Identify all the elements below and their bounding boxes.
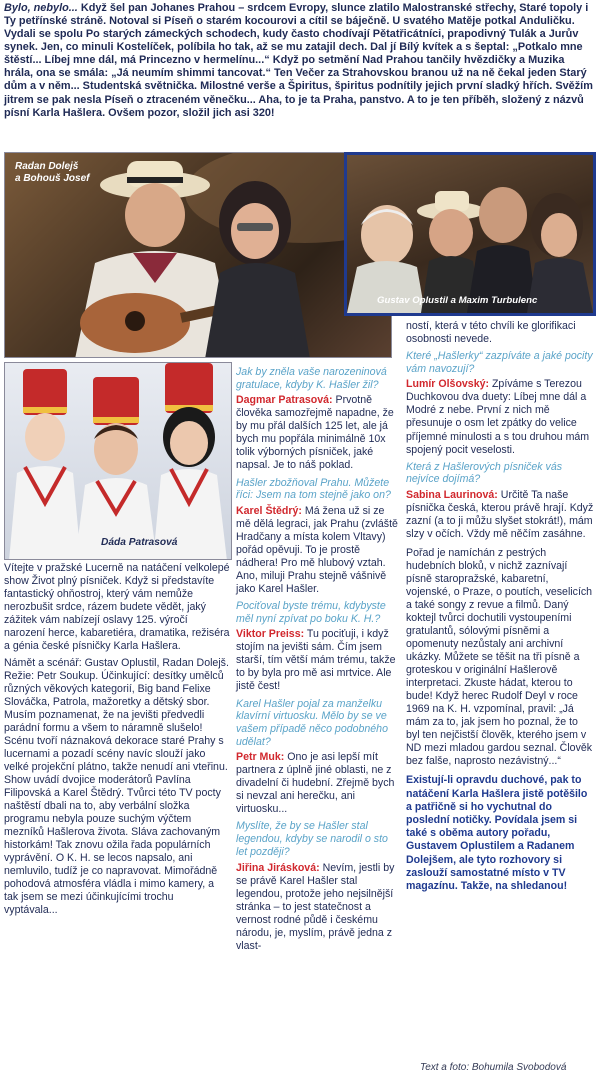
answer-4-text: Ono je asi lepší mít partnera z úplně jiné oblasti, ne z divadelní či hudební. Zřejmě bych si nevzal ani herečku, ani virtuosku... bbox=[236, 751, 395, 816]
answer-7-text: Určitě Ta naše písnička česká, kterou právě hrají. Když zazní (a to ji můžu slyšet stokrát!), mám slzy v očích. Vždy mě něčím zasáhne. bbox=[406, 488, 594, 540]
photo-dolejs-josef bbox=[4, 152, 392, 358]
photo-caption-dolejs bbox=[15, 161, 89, 184]
question-6: Které „Hašlerky“ zazpíváte a jaké pocity vám navozují? bbox=[406, 350, 593, 375]
intro-text: Když šel pan Johanes Prahou – srdcem Evropy, slunce zlatilo Malostranské střechy, Staré topoly i Ty petřínské stráně. Notoval si Píseň o starém kocourovi a cítil se báječně. U svatého Matěje potkal Anduličku. Vydali se spolu Po starých zámeckých schodech, kudy často chodívají Pětatřicátníci, prapodivný Tulák a Jurův synek. Jen, co minuli Kostelíček, políbila ho tak, až se mu zatajil dech. Dal jí Bílý kvítek a s šeptal: „Potkalo mne štěstí... Líbej mne dál, má Princezno v hermelínu...“ Když po setmění Nad Prahou tančily hvězdičky a Muzika hrála, ona se smála: „Já neumím shimmi tancovat.“ Ten Večer za Strahovskou branou už na ně čekal jeden Starý dům a v něm... Studentská světnička. Milostné verše a Špiritus, špiritus podnítily jejich první sladký hřích. Svěžím jitrem se pak nesla Píseň o ztraceném věnečku... Aha, to je ta Praha, panstvo. A to je ten příběh, složený z názvů písní Karla Hašlera. Ovšem pozor, složil jich asi 320! bbox=[4, 2, 593, 119]
photo-patrasova bbox=[4, 362, 232, 560]
final-paragraph: Pořad je namíchán z pestrých hudebních bloků, v nichž zaznívají písně staropražské, kabaretní, vojenské, o Praze, o poutích, veselicích a také songy z revue a filmů. Daný koktejl tvůrci dochutili vystoupeními gratulantů, sólovými písněmi a opomenuty nezůstaly ani archivní ukázky. Můžete se těšit na tři písně a groteskou v originální Hašlerově interpretaci. Zkuste hádat, kterou to bude! Když herec Rudolf Deyl v roce 1969 na K. H. vzpomínal, pravil: „Já mám za to, jak jsem ho poznal, že to byl ten nejčistší člověk, kterého jsem v ND mezi mladou gardou seznal. Člověk bez falše, naprosto nezávistný...“ bbox=[406, 547, 593, 768]
caption-line-1: Radan Dolejš bbox=[15, 161, 79, 172]
speaker-muk: Petr Muk: bbox=[236, 751, 285, 764]
answer-2 bbox=[236, 505, 400, 596]
left-paragraph-2: Námět a scénář: Gustav Oplustil, Radan Dolejš. Režie: Petr Soukup. Účinkující: desítky umělců různých věkových kategorií, Big band Felixe Slováčka, Patrola, mažoretky a dětský sbor. Musím poznamenat, že na jevišti předvedli parádní formu a všem to náramně slušelo! Scénu tvoří náznaková dekorace staré Prahy s lucernami a pozadí scény navíc slouží jako velké projekční plátno, takže nenudí ani vteřinu. Show uvádí dvojice moderátorů Pavlína Filipovská a Karel Štědrý. Tvůrci této TV pocty naštěstí dbali na to, aby verbální složka programu nebyla pouze suchým výčtem mezníků Hašlerova života. Sláva zachovaným historkám! Tak znovu ožila řada populárních vyprávění. O K. H. se lecos napsalo, ani nemluvilo, tudíž je co napravovat. Mimořádně pohodová atmosféra vládla i mimo kamery, a tak jsem se mezi účinkujícími trochu vyptávala... bbox=[4, 657, 229, 917]
speaker-olsovsky: Lumír Olšovský: bbox=[406, 378, 490, 391]
question-5: Myslíte, že by se Hašler stal legendou, kdyby se narodil o sto let později? bbox=[236, 820, 388, 858]
answer-6-text: Zpíváme s Terezou Duchkovou dva duety: Líbej mne dál a Modré z nebe. První z nich mě přesunuje o osm let zpátky do velice příjemné minulosti a s tou druhou mám spojený pocit veselosti. bbox=[406, 378, 590, 456]
photo-patrasova-illustration bbox=[5, 363, 232, 560]
answer-7 bbox=[406, 489, 594, 541]
left-column bbox=[4, 562, 230, 1082]
right-column bbox=[406, 320, 594, 1060]
speaker-stedry: Karel Štědrý: bbox=[236, 504, 302, 517]
speaker-jiraskova: Jiřina Jirásková: bbox=[236, 861, 320, 874]
closing-paragraph: Existují-li opravdu duchové, pak to natáčení Karla Hašlera jistě potěšilo a patřičně si ho vychutnal do poslední notičky. Povídala jsem si také s oběma autory pořadu, Gustavem Oplustilem a Radanem Dolejšem, ale tyto rozhovory si zaslouží samostatné místo v TV magazínu. Takže, na shledanou! bbox=[406, 774, 588, 893]
question-3: Pociťoval byste trému, kdybyste měl nyní zpívat po boku K. H.? bbox=[236, 600, 386, 625]
answer-1-text: Prvotně člověka samozřejmě napadne, že by mu přál dalších 125 let, ale já bych mu popřála minimálně 10x tolik výborných písniček, jaké napsal. Je to náš poklad. bbox=[236, 394, 394, 472]
photo-caption-oplustil: Gustav Oplustil a Maxim Turbulenc bbox=[377, 295, 538, 306]
answer-6 bbox=[406, 378, 594, 456]
continuation-text: ností, která v této chvíli ke glorifikaci osobnosti nevede. bbox=[406, 320, 576, 346]
question-2: Hašler zbožňoval Prahu. Můžete říci: Jsem na tom stejně jako on? bbox=[236, 476, 391, 502]
intro-paragraph bbox=[4, 2, 596, 152]
middle-column bbox=[236, 362, 400, 1082]
photo-caption-patrasova: Dáda Patrasová bbox=[101, 537, 178, 548]
speaker-preiss: Viktor Preiss: bbox=[236, 628, 305, 641]
answer-3-text: Tu pociťuji, i když stojím na jevišti sám. Čím jsem starší, tím větší mám trému, takže to by byla pro mě asi mrtvice. Ale jistě čest! bbox=[236, 628, 396, 693]
left-paragraph-1: Vítejte v pražské Lucerně na natáčení velkolepé show Život plný písniček. Když si představíte fantastický ohňostroj, který vám nemůže nerozbušit srdce, rázem budete vědět, jaký zážitek vám nabízejí oslavy 125. výročí narození herce, kabaretiéra, dramatika, režiséra a génia české písničky Karla Hašlera. bbox=[4, 562, 230, 653]
answer-1 bbox=[236, 394, 400, 472]
answer-4 bbox=[236, 751, 400, 816]
speaker-patrasova: Dagmar Patrasová: bbox=[236, 394, 333, 407]
photo-oplustil-illustration bbox=[347, 155, 593, 313]
question-1: Jak by zněla vaše narozeninová gratulace, kdyby K. Hašler žil? bbox=[236, 366, 387, 391]
answer-2-text: Má žena už si ze mě dělá legraci, jak Prahu (zvláště Hradčany a místa kolem Vltavy) pořád opěvuji. To je prostě nádhera! Pro mě hlubový vztah. Ano, miluji Prahu stejně vášnivě jako Karel Hašler. bbox=[236, 504, 398, 595]
answer-3 bbox=[236, 628, 400, 693]
answer-5 bbox=[236, 862, 400, 953]
answer-5-text: Nevím, jestli by se právě Karel Hašler stal legendou, protože jeho nejsilnější stránka – to jest statečnost a vernost rodné půdě i českému národu, je, myslím, právě jedna z vlast- bbox=[236, 861, 395, 952]
question-4: Karel Hašler pojal za manželku klavírní virtuosku. Mělo by se ve vašem případě něco podobného udělat? bbox=[236, 697, 388, 748]
speaker-laurinova: Sabina Laurinová: bbox=[406, 488, 498, 501]
question-7: Která z Hašlerových písniček vás nejvíce dojímá? bbox=[406, 460, 563, 486]
caption-line-2: a Bohouš Josef bbox=[15, 172, 90, 184]
photo-credit: Text a foto: Bohumila Svobodová bbox=[420, 1062, 567, 1073]
intro-lead: Bylo, nebylo... bbox=[4, 2, 78, 14]
photo-oplustil-turbulenc bbox=[344, 152, 596, 316]
